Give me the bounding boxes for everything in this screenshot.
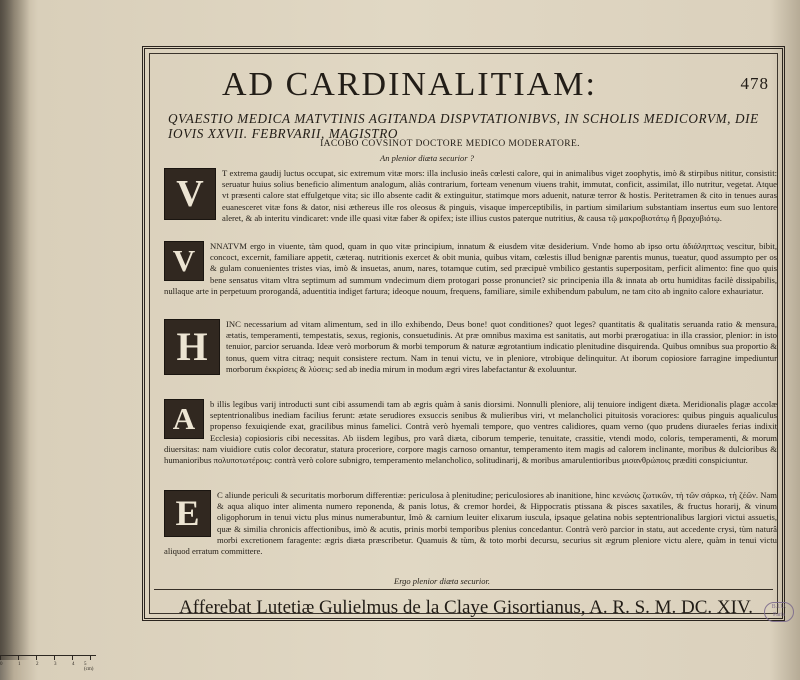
page-number: 478: [740, 74, 769, 93]
paragraph-text: b illis legibus varij introducti sunt cibi assumendi tam ab ægris quàm à sanis diorsimi. Nonnulli pleniore, alij tenuiore indigent diæta. Meridionalis plagæ accolæ septentrionalibus inediam facilius ferunt: ætate serudiores exsuccis senibus & mulieribus viri, vt melancholici pituitosis voraciores: quibus pinguis aqualiculus propenso fexuiqiende exat, gracilibus minus famelici. Contrà verò hyemali tempore, quo ventres calidiores, quam verno (quo prudens diuraeles ferias indixit Ecclesia) copiosioris cibi necessitas. Ab iisdem legibus, pro varâ diæta, ciborum temperie, tenuitate, crassitie, vtendi modo, coloris, temperamenti, & morum diuersitas: nam viuidiore cutis color decoratur, statura proceriore, corpore magis carnoso ornantur, temperamento item magis ad calorem inclinante, moribus & dulcioribus & humanioribus πολυποτωτέροις: contrà verò colore subnigro, temperamento melancholico, solitudinarij, & moribus amarulentioribus μισανθρώποις præditi conspiciuntur.: [164, 399, 777, 466]
paragraph-5: [164, 490, 777, 557]
ruler-tick: [72, 655, 73, 660]
paragraph-text: C aliunde periculi & securitatis morborum differentiæ: periculosa à plenitudine; periculosiores ab inanitione, hinc κενώσις ζωτικῶν, τὴ τῶν σάρκω, τὴ ζέῶν. Nam & aqua aliquo inter alimenta numero reponenda, & panis lotus, & cremor hordei, & Hippocratis ptissana & pisces saxatiles, & fructus horarij, & vinum oligophorum in tenui victu plus minus numerabuntur, Imò & carnium leuiter elixarum iuscula, ipsaque gelatina nobis septentrionalibus largiori victui assuetis, quæ & similia chronicis affectionibus, imò & acutis, prinis morbi temporibus plenius concedantur. Contrà verò parcior in statu, aut accedente crysi, tùm naturâ morbi excretionem faragente: ægris diæta præscribetur. Quamuis & tùm, & toto morbi decursu, securius sit ægrum pleniore victu alere, quàm in tenui victu aliquod erratum committere.: [164, 490, 777, 557]
binding-fold-shadow: [0, 0, 30, 660]
paragraph-1: [164, 168, 777, 224]
scale-ruler: [0, 655, 96, 672]
ruler-label: 5 (cm): [84, 662, 94, 672]
inner-frame: [149, 53, 787, 618]
document-subtitle: QVAESTIO MEDICA MATVTINIS AGITANDA DISPVTATIONIBVS, IN SCHOLIS MEDICORVM, DIE IOVIS XXVII. FEBRVARII, MAGISTRO: [168, 111, 759, 141]
document-title: AD CARDINALITIAM:: [222, 66, 597, 103]
decorated-initial: H: [164, 319, 220, 375]
ruler-label: 0: [0, 662, 3, 667]
paragraph-3: [164, 319, 777, 376]
ruler-tick: [54, 655, 55, 660]
ruler-label: 4: [72, 662, 75, 667]
question-heading: An plenior diæta securior ?: [380, 153, 474, 163]
ruler-label: 3: [54, 662, 57, 667]
ruler-tick: [36, 655, 37, 660]
decorated-initial: E: [164, 490, 211, 537]
paragraph-2: [164, 241, 777, 297]
horizontal-rule: [154, 589, 773, 590]
decorated-initial: V: [164, 168, 216, 220]
imprint-line: Afferebat Lutetiæ Gulielmus de la Claye Gisortianus, A. R. S. M. DC. XIV.: [179, 597, 753, 618]
ruler-tick: [0, 655, 1, 660]
conclusion-line: Ergo plenior diæta securior.: [394, 576, 491, 586]
decorated-initial: A: [164, 399, 204, 439]
paragraph-4: [164, 399, 777, 466]
ruler-tick: [90, 655, 91, 660]
library-stamp: B.I.U. Paris: [764, 602, 794, 622]
ruler-label: 2: [36, 662, 39, 667]
paragraph-text: T extrema gaudij luctus occupat, sic extremum vitæ mors: illa inclusio ineâs cœlesti calore, qui in animalibus viget zoophytis, imò & stirpibus nititur, consistit: seruatur huius solius beneficio alimentum analogum, aliàs contrarium, forteam venenum viuens trahit, immutat, conficit, assimilat, illo nutritur, vegetat. Atque vt præsenti calore stat effulgetque vita; sic illo absente cadit & extinguitur, statimque mors aduenit, naturæ terror & hostis. Peritetramen & cito in tenues auras euanesceret vitæ fons & dator, nisi æthereus ille ros oleosus & pinguis, visaque imperceptibilis, in partium similarium substantiam insertus eum suo lentore aleret, & ab interitu vindicaret: vnde ille quasi vitæ faber & opifex; iste illius custos paterque nutritius, & causa τῷ μακροβιοτάτῳ ἢ βραχυβιότῳ.: [222, 168, 777, 223]
paragraph-text: NNATVM ergo in viuente, tàm quod, quam in quo vitæ principium, innatum & eiusdem vitæ desiderium. Vnde homo ab ipso ortu ἀδιάληπτως vescitur, bibit, concoct, excernit, familiare appetit, cæteraq. nutritionis exercet & obit munia, quibus vitam, cœlestis illud benignæ parentis munus, tueatur, quod assumpto per os & gulam conuenientes tristes vias, imò & insuetas, anum, nares, totamque cutim, sed præcipuè vmbilico gestantis superpositam, perficit alimento: fine quo quis bene sensatus vitam vltra septimum ad summum vndecimum diem protogari posse pronunciet? sic principenia illa & innata ab ortu humiditas facilè dissipabilis, nullaque arte in perpetuum prorogandá, aduentitia indiget fartura; ideoque nouum, frequens, familiare, simile exhibendum pabulum, ne tam cito ab ingnito calore exhauriatur.: [164, 241, 777, 296]
ruler-tick: [18, 655, 19, 660]
paragraph-text: INC necessarium ad vitam alimentum, sed in illo exhibendo, Deus bone! quot conditiones? quot leges? quantitatis & qualitatis seruanda ratio & mensura, ætatis, temperamenti, tempestatis, sexus, regionis, consuetudinis. At præ omnibus maxima est sanitatis, aut morbi prærogatiua: in illa crassior, plenior: in isto tenuior, parcior seruanda. Ideæ verò morborum & morbi temporum & naturæ ægrotantium indicatio plenitudine disquirenda. Quibus omnibus sua proportio & tonus, quem vitra citraq; nequit consistere rectum. Nam in tenui victu, ve in pleniore, vtrobique delinquitur. At iborum copiosiore farragine impediuntur morborum ἐκκρίσεις & λύσεις: sed ab inedia mirum in modum ægri vires labefactantur & exoluuntur.: [226, 319, 777, 374]
printed-sheet-border: [142, 46, 785, 621]
decorated-initial: V: [164, 241, 204, 281]
ruler-label: 1: [18, 662, 21, 667]
moderator-line: IACOBO COVSINOT DOCTORE MEDICO MODERATORE.: [320, 139, 580, 149]
